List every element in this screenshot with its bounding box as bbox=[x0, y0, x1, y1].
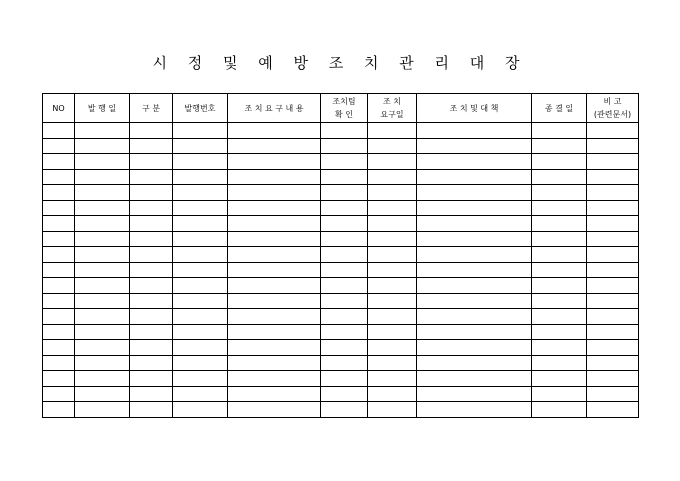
table-cell bbox=[587, 216, 639, 232]
table-cell bbox=[75, 278, 130, 294]
table-cell bbox=[417, 371, 532, 387]
table-cell bbox=[173, 216, 228, 232]
table-cell bbox=[173, 386, 228, 402]
table-cell bbox=[417, 278, 532, 294]
table-cell bbox=[417, 355, 532, 371]
table-cell bbox=[130, 278, 173, 294]
table-cell bbox=[173, 293, 228, 309]
table-cell bbox=[532, 154, 587, 170]
table-cell bbox=[368, 262, 417, 278]
table-row bbox=[43, 200, 639, 216]
table-cell bbox=[368, 324, 417, 340]
table-cell bbox=[75, 386, 130, 402]
table-cell bbox=[321, 216, 368, 232]
table-cell bbox=[321, 340, 368, 356]
table-cell bbox=[173, 200, 228, 216]
table-cell bbox=[321, 154, 368, 170]
table-cell bbox=[228, 200, 321, 216]
table-cell bbox=[321, 262, 368, 278]
table-cell bbox=[43, 386, 75, 402]
table-cell bbox=[130, 340, 173, 356]
table-cell bbox=[130, 386, 173, 402]
table-cell bbox=[75, 324, 130, 340]
table-cell bbox=[417, 386, 532, 402]
table-cell bbox=[173, 138, 228, 154]
table-cell bbox=[587, 355, 639, 371]
table-cell bbox=[587, 262, 639, 278]
table-cell bbox=[532, 216, 587, 232]
table-cell bbox=[417, 154, 532, 170]
table-cell bbox=[321, 247, 368, 263]
table-cell bbox=[43, 154, 75, 170]
table-row bbox=[43, 402, 639, 418]
col-header-no: NO bbox=[43, 94, 75, 123]
table-cell bbox=[368, 185, 417, 201]
table-cell bbox=[228, 262, 321, 278]
table-cell bbox=[587, 169, 639, 185]
table-cell bbox=[75, 231, 130, 247]
table-cell bbox=[417, 216, 532, 232]
table-cell bbox=[368, 216, 417, 232]
table-cell bbox=[532, 355, 587, 371]
col-header-measures: 조 치 및 대 책 bbox=[417, 94, 532, 123]
table-cell bbox=[321, 231, 368, 247]
table-cell bbox=[368, 138, 417, 154]
table-cell bbox=[130, 169, 173, 185]
table-cell bbox=[75, 185, 130, 201]
table-cell bbox=[532, 402, 587, 418]
table-row bbox=[43, 185, 639, 201]
table-cell bbox=[75, 123, 130, 139]
table-cell bbox=[228, 402, 321, 418]
table-cell bbox=[368, 386, 417, 402]
table-row bbox=[43, 231, 639, 247]
table-cell bbox=[532, 371, 587, 387]
table-cell bbox=[417, 169, 532, 185]
col-header-issue-number: 발행번호 bbox=[173, 94, 228, 123]
table-cell bbox=[587, 402, 639, 418]
table-cell bbox=[43, 340, 75, 356]
table-cell bbox=[532, 138, 587, 154]
table-cell bbox=[43, 355, 75, 371]
table-cell bbox=[130, 216, 173, 232]
table-cell bbox=[368, 293, 417, 309]
table-cell bbox=[228, 185, 321, 201]
table-cell bbox=[228, 169, 321, 185]
table-cell bbox=[532, 123, 587, 139]
table-cell bbox=[173, 154, 228, 170]
table-cell bbox=[173, 262, 228, 278]
table-cell bbox=[130, 262, 173, 278]
table-cell bbox=[173, 278, 228, 294]
table-row bbox=[43, 324, 639, 340]
table-cell bbox=[417, 402, 532, 418]
table-cell bbox=[368, 200, 417, 216]
table-cell bbox=[368, 278, 417, 294]
table-row bbox=[43, 262, 639, 278]
table-cell bbox=[130, 123, 173, 139]
table-cell bbox=[75, 309, 130, 325]
table-cell bbox=[228, 123, 321, 139]
table-cell bbox=[130, 231, 173, 247]
table-cell bbox=[173, 340, 228, 356]
table-row bbox=[43, 386, 639, 402]
table-cell bbox=[587, 200, 639, 216]
table-cell bbox=[173, 185, 228, 201]
table-cell bbox=[130, 371, 173, 387]
table-cell bbox=[417, 309, 532, 325]
table-cell bbox=[173, 309, 228, 325]
table-cell bbox=[417, 138, 532, 154]
table-row bbox=[43, 309, 639, 325]
table-cell bbox=[368, 247, 417, 263]
table-cell bbox=[587, 138, 639, 154]
col-header-team-confirm: 조치팀 확 인 bbox=[321, 94, 368, 123]
table-cell bbox=[43, 169, 75, 185]
table-cell bbox=[587, 185, 639, 201]
table-cell bbox=[75, 247, 130, 263]
table-cell bbox=[368, 123, 417, 139]
table-cell bbox=[228, 247, 321, 263]
table-cell bbox=[75, 154, 130, 170]
table-cell bbox=[532, 293, 587, 309]
table-row bbox=[43, 293, 639, 309]
col-header-action-request: 조 치 요 구 내 용 bbox=[228, 94, 321, 123]
table-row bbox=[43, 123, 639, 139]
table-cell bbox=[587, 247, 639, 263]
table-cell bbox=[75, 355, 130, 371]
table-cell bbox=[228, 278, 321, 294]
table-cell bbox=[75, 216, 130, 232]
table-cell bbox=[587, 386, 639, 402]
table-cell bbox=[532, 324, 587, 340]
table-cell bbox=[532, 200, 587, 216]
table-cell bbox=[228, 355, 321, 371]
table-cell bbox=[532, 278, 587, 294]
table-cell bbox=[532, 247, 587, 263]
table-cell bbox=[368, 402, 417, 418]
table-cell bbox=[43, 231, 75, 247]
table-cell bbox=[368, 309, 417, 325]
table-cell bbox=[417, 340, 532, 356]
table-cell bbox=[321, 123, 368, 139]
table-cell bbox=[228, 154, 321, 170]
table-cell bbox=[587, 324, 639, 340]
table-cell bbox=[75, 293, 130, 309]
header-row bbox=[43, 94, 639, 123]
table-cell bbox=[532, 262, 587, 278]
register-table bbox=[42, 93, 639, 418]
table-cell bbox=[228, 138, 321, 154]
table-cell bbox=[368, 169, 417, 185]
table-cell bbox=[130, 309, 173, 325]
table-cell bbox=[228, 340, 321, 356]
table-cell bbox=[587, 231, 639, 247]
table-cell bbox=[417, 185, 532, 201]
table-cell bbox=[130, 324, 173, 340]
table-cell bbox=[75, 200, 130, 216]
table-cell bbox=[228, 371, 321, 387]
table-cell bbox=[228, 216, 321, 232]
table-row bbox=[43, 138, 639, 154]
table-cell bbox=[417, 231, 532, 247]
table-cell bbox=[173, 247, 228, 263]
table-cell bbox=[532, 386, 587, 402]
table-cell bbox=[43, 247, 75, 263]
table-cell bbox=[43, 402, 75, 418]
document-title: 시 정 및 예 방 조 치 관 리 대 장 bbox=[152, 54, 528, 72]
table-cell bbox=[368, 340, 417, 356]
table-cell bbox=[321, 200, 368, 216]
table-cell bbox=[321, 293, 368, 309]
col-header-remarks: 비 고 (관련문서) bbox=[587, 94, 639, 123]
table-cell bbox=[43, 293, 75, 309]
table-cell bbox=[130, 138, 173, 154]
table-cell bbox=[43, 371, 75, 387]
table-cell bbox=[368, 371, 417, 387]
table-cell bbox=[368, 154, 417, 170]
table-cell bbox=[228, 324, 321, 340]
table-row bbox=[43, 278, 639, 294]
table-cell bbox=[417, 123, 532, 139]
table-cell bbox=[368, 231, 417, 247]
table-cell bbox=[587, 293, 639, 309]
table-cell bbox=[368, 355, 417, 371]
table-cell bbox=[43, 138, 75, 154]
table-cell bbox=[587, 154, 639, 170]
table-cell bbox=[130, 293, 173, 309]
table-cell bbox=[417, 247, 532, 263]
table-cell bbox=[228, 386, 321, 402]
table-cell bbox=[43, 200, 75, 216]
table-cell bbox=[587, 309, 639, 325]
table-cell bbox=[587, 123, 639, 139]
table-cell bbox=[43, 123, 75, 139]
table-cell bbox=[321, 386, 368, 402]
table-cell bbox=[130, 355, 173, 371]
table-cell bbox=[587, 371, 639, 387]
table-cell bbox=[532, 169, 587, 185]
table-body bbox=[43, 123, 639, 418]
table-cell bbox=[130, 154, 173, 170]
col-header-close-date: 종 결 일 bbox=[532, 94, 587, 123]
table-cell bbox=[321, 371, 368, 387]
table-cell bbox=[173, 123, 228, 139]
table-cell bbox=[228, 293, 321, 309]
table-cell bbox=[130, 402, 173, 418]
table-row bbox=[43, 216, 639, 232]
table-cell bbox=[587, 278, 639, 294]
table-cell bbox=[43, 185, 75, 201]
table-cell bbox=[321, 138, 368, 154]
col-header-issue-date: 발 행 일 bbox=[75, 94, 130, 123]
table-cell bbox=[321, 169, 368, 185]
table-row bbox=[43, 247, 639, 263]
table-row bbox=[43, 340, 639, 356]
table-cell bbox=[321, 185, 368, 201]
table-cell bbox=[130, 200, 173, 216]
table-row bbox=[43, 371, 639, 387]
table-cell bbox=[321, 324, 368, 340]
table-cell bbox=[75, 138, 130, 154]
table-cell bbox=[417, 293, 532, 309]
table-cell bbox=[321, 402, 368, 418]
table-cell bbox=[321, 278, 368, 294]
table-cell bbox=[130, 185, 173, 201]
table-row bbox=[43, 169, 639, 185]
table-cell bbox=[587, 340, 639, 356]
col-header-category: 구 분 bbox=[130, 94, 173, 123]
col-header-request-date: 조 치 요구일 bbox=[368, 94, 417, 123]
table-cell bbox=[321, 355, 368, 371]
table-cell bbox=[173, 231, 228, 247]
table-cell bbox=[417, 262, 532, 278]
table-cell bbox=[75, 169, 130, 185]
table-cell bbox=[43, 324, 75, 340]
table-cell bbox=[75, 371, 130, 387]
table-cell bbox=[173, 169, 228, 185]
table-cell bbox=[532, 340, 587, 356]
table-cell bbox=[173, 324, 228, 340]
table-cell bbox=[43, 309, 75, 325]
table-row bbox=[43, 355, 639, 371]
table-cell bbox=[532, 309, 587, 325]
table-cell bbox=[75, 402, 130, 418]
table-cell bbox=[417, 324, 532, 340]
table-cell bbox=[43, 216, 75, 232]
table-cell bbox=[43, 262, 75, 278]
table-cell bbox=[228, 231, 321, 247]
table-cell bbox=[173, 371, 228, 387]
table-cell bbox=[173, 402, 228, 418]
table-cell bbox=[532, 185, 587, 201]
table-cell bbox=[43, 278, 75, 294]
table-cell bbox=[173, 355, 228, 371]
table-cell bbox=[228, 309, 321, 325]
table-cell bbox=[75, 340, 130, 356]
table-cell bbox=[130, 247, 173, 263]
table-cell bbox=[417, 200, 532, 216]
table-cell bbox=[532, 231, 587, 247]
table-row bbox=[43, 154, 639, 170]
table-cell bbox=[75, 262, 130, 278]
table-cell bbox=[321, 309, 368, 325]
